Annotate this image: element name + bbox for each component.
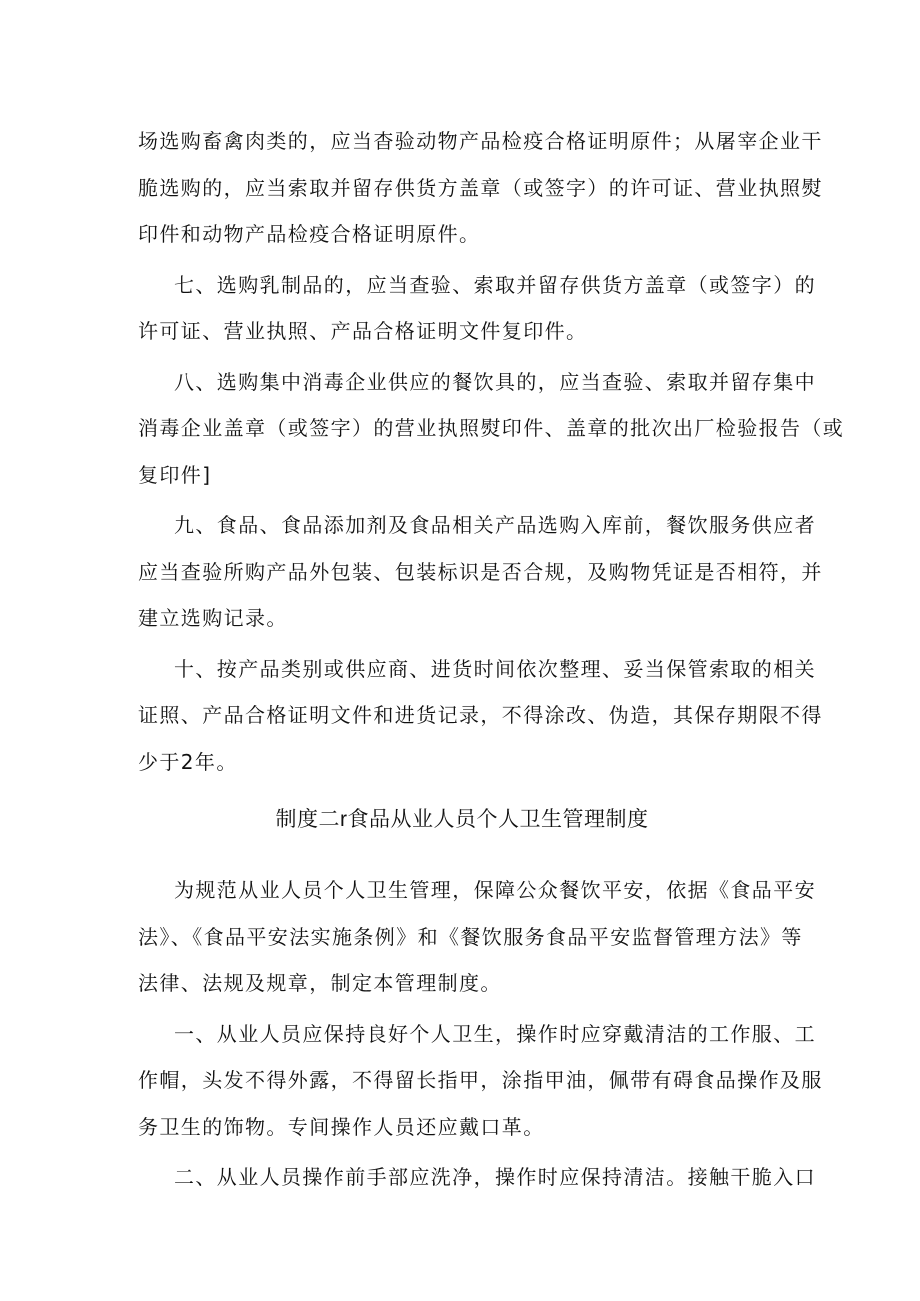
paragraph-line: 务卫生的饰物。专间操作人员还应戴口革。 [138,1114,545,1139]
paragraph-line: 应当查验所购产品外包装、包装标识是否合规，及购物凭证是否相符，并 [138,559,823,584]
paragraph [138,502,823,642]
paragraph-line: 为规范从业人员个人卫生管理，保障公众餐饮平安，依据《食品平安 [174,878,816,902]
paragraph [138,118,823,258]
paragraph-line: 脆选购的，应当索取并留存供货方盖章（或签字）的许可证、营业执照熨 [138,175,823,200]
document-body [138,118,845,1205]
paragraph [138,1154,816,1201]
paragraph-line: 二、从业人员操作前手部应洗净，操作时应保持清洁。接触干脆入口 [174,1165,816,1189]
paragraph-line: 一、从业人员应保持良好个人卫生，操作时应穿戴清洁的工作服、工 [174,1021,816,1046]
paragraph-line: 九、食品、食品添加剂及食品相关产品选购入库前，餐饮服务供应者 [174,513,816,537]
paragraph-line: 许可证、营业执照、产品合格证明文件复印件。 [138,319,588,343]
paragraph-line: 场选购畜禽肉类的，应当杳验动物产品检疫合格证明原件；从屠宰企业干 [138,129,823,153]
paragraph-line: 法》、《食品平安法实施条例》和《餐饮服务食品平安监督管理方法》等 [138,924,803,949]
paragraph [138,1011,823,1151]
paragraph-line: 消毒企业盖章（或签字）的营业执照熨印件、盖章的批次出厂检验报告（或 [138,416,845,440]
paragraph-line: 法律、法规及规章，制定本管理制度。 [138,971,502,995]
paragraphs-after-heading [138,867,823,1201]
paragraph [138,646,823,786]
paragraph-line: 八、选购集中消毒企业供应的餐饮具的，应当查验、索取并留存集中 [174,369,816,394]
paragraph-line: 作帽，头发不得外露，不得留长指甲，涂指甲油，佩带有碍食品操作及服 [138,1068,823,1092]
paragraph-line: 建立选购记录。 [138,606,288,630]
paragraph-line: 少于2年。 [138,749,238,774]
paragraph-line: 七、选购乳制品的，应当查验、索取并留存供货方盖章（或签字）的 [174,272,816,297]
paragraph [138,262,816,355]
paragraph-line: 十、按产品类别或供应商、进货时间依次整理、妥当保管索取的相关 [174,656,816,681]
paragraph-line: 印件和动物产品检疫合格证明原件。 [138,222,481,246]
paragraph-line: 复印件] [138,462,212,487]
paragraph-line: 证照、产品合格证明文件和进货记录，不得涂改、伪造，其保存期限不得 [138,703,823,727]
paragraph [138,359,845,499]
paragraphs-before-heading [138,118,845,785]
paragraph [138,867,816,1007]
section-heading: 制度二r食品从业人员个人卫生管理制度 [275,808,649,831]
